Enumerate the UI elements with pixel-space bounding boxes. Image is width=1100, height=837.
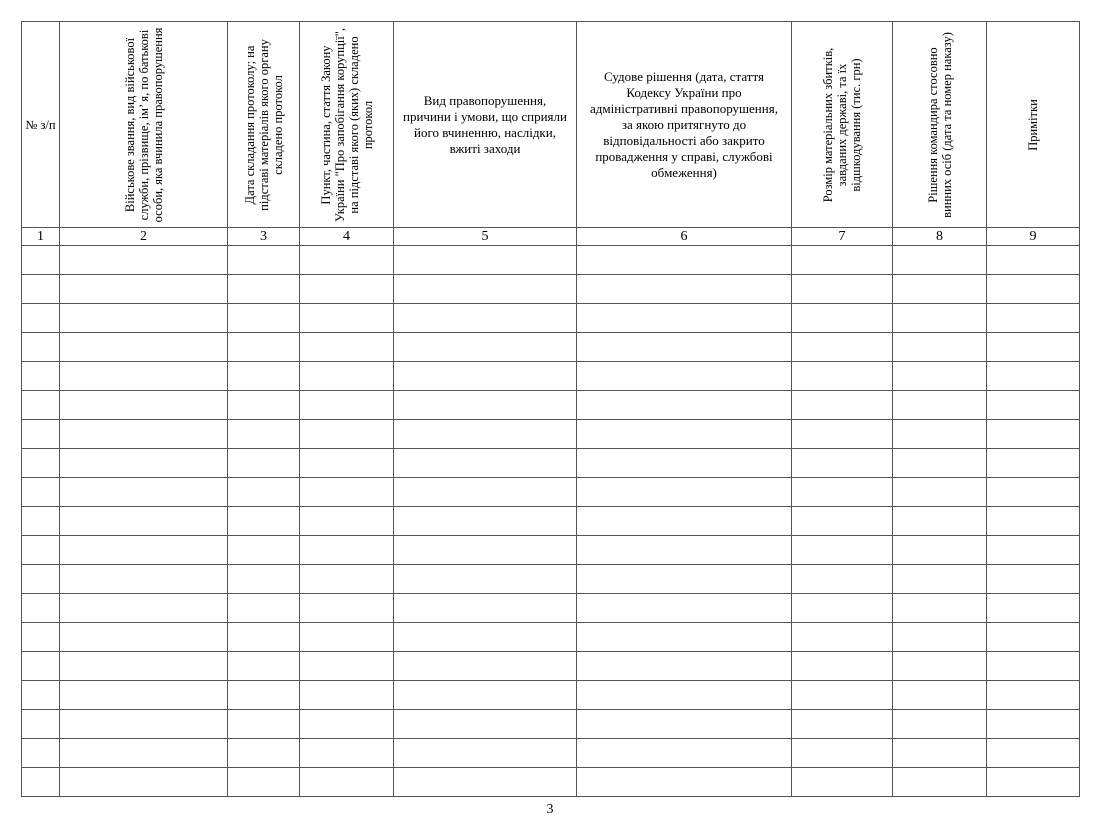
table-cell	[22, 652, 60, 681]
header-col-7	[792, 22, 893, 228]
table-row	[22, 710, 1080, 739]
offense-register-table	[21, 21, 1080, 797]
header-col-8	[893, 22, 987, 228]
table-cell	[394, 449, 577, 478]
table-cell	[22, 565, 60, 594]
table-cell	[394, 478, 577, 507]
table-cell	[228, 565, 300, 594]
table-cell	[228, 246, 300, 275]
table-cell	[60, 304, 228, 333]
table-cell	[228, 768, 300, 797]
column-number: 5	[394, 228, 577, 246]
table-cell	[22, 420, 60, 449]
table-cell	[893, 594, 987, 623]
header-col-2	[60, 22, 228, 228]
table-cell	[300, 391, 394, 420]
table-cell	[228, 420, 300, 449]
table-cell	[792, 391, 893, 420]
table-cell	[792, 594, 893, 623]
column-number: 4	[300, 228, 394, 246]
header-law-article: Пункт, частина, стаття Закону України "Про запобігання корупції", на підставі якого (яких) складено протокол	[318, 27, 375, 222]
table-cell	[792, 275, 893, 304]
table-cell	[893, 710, 987, 739]
table-cell	[394, 739, 577, 768]
table-cell	[792, 681, 893, 710]
table-cell	[577, 333, 792, 362]
table-cell	[394, 594, 577, 623]
table-cell	[394, 623, 577, 652]
table-cell	[893, 333, 987, 362]
table-cell	[577, 362, 792, 391]
table-cell	[792, 536, 893, 565]
table-row	[22, 362, 1080, 391]
column-number: 1	[22, 228, 60, 246]
column-number: 3	[228, 228, 300, 246]
table-cell	[394, 536, 577, 565]
table-cell	[792, 507, 893, 536]
table-row	[22, 304, 1080, 333]
table-cell	[577, 275, 792, 304]
table-cell	[60, 333, 228, 362]
table-row	[22, 623, 1080, 652]
table-cell	[893, 652, 987, 681]
table-cell	[987, 362, 1080, 391]
table-row	[22, 275, 1080, 304]
table-cell	[394, 333, 577, 362]
table-cell	[394, 507, 577, 536]
table-cell	[577, 652, 792, 681]
table-row	[22, 246, 1080, 275]
table-cell	[228, 478, 300, 507]
table-row	[22, 420, 1080, 449]
table-cell	[300, 362, 394, 391]
table-cell	[987, 652, 1080, 681]
table-cell	[792, 449, 893, 478]
table-cell	[792, 710, 893, 739]
table-cell	[228, 333, 300, 362]
column-number: 8	[893, 228, 987, 246]
table-cell	[228, 275, 300, 304]
table-cell	[987, 449, 1080, 478]
table-cell	[60, 681, 228, 710]
table-cell	[394, 710, 577, 739]
table-cell	[577, 478, 792, 507]
table-cell	[60, 536, 228, 565]
table-cell	[893, 275, 987, 304]
table-cell	[394, 681, 577, 710]
table-cell	[60, 246, 228, 275]
column-number: 9	[987, 228, 1080, 246]
table-cell	[987, 594, 1080, 623]
table-cell	[577, 681, 792, 710]
table-cell	[300, 739, 394, 768]
header-protocol-date: Дата складання протоколу; на підставі матеріалів якого органу складено протокол	[242, 38, 285, 211]
table-cell	[228, 652, 300, 681]
table-cell	[300, 478, 394, 507]
table-cell	[987, 768, 1080, 797]
header-court-decision: Судове рішення (дата, стаття Кодексу України про адміністративні правопорушення, за якою притягнуто до відповідальності або закрито провадження у справі, службові обмеження)	[590, 68, 778, 180]
table-cell	[60, 594, 228, 623]
table-cell	[792, 246, 893, 275]
header-col-5	[394, 22, 577, 228]
table-cell	[577, 449, 792, 478]
table-cell	[22, 594, 60, 623]
table-cell	[228, 623, 300, 652]
column-number: 7	[792, 228, 893, 246]
table-cell	[394, 652, 577, 681]
table-cell	[893, 536, 987, 565]
table-cell	[228, 507, 300, 536]
table-cell	[577, 768, 792, 797]
table-cell	[792, 478, 893, 507]
table-cell	[22, 681, 60, 710]
table-cell	[60, 275, 228, 304]
table-cell	[60, 478, 228, 507]
table-cell	[893, 739, 987, 768]
table-cell	[300, 710, 394, 739]
table-cell	[987, 739, 1080, 768]
table-cell	[792, 565, 893, 594]
table-cell	[60, 565, 228, 594]
table-row	[22, 565, 1080, 594]
table-cell	[22, 246, 60, 275]
table-cell	[893, 681, 987, 710]
table-cell	[394, 304, 577, 333]
column-number: 2	[60, 228, 228, 246]
table-cell	[228, 449, 300, 478]
table-cell	[60, 768, 228, 797]
table-cell	[300, 507, 394, 536]
table-cell	[893, 623, 987, 652]
table-cell	[893, 362, 987, 391]
table-cell	[394, 768, 577, 797]
table-cell	[577, 304, 792, 333]
table-cell	[987, 478, 1080, 507]
table-row	[22, 536, 1080, 565]
table-cell	[893, 391, 987, 420]
table-cell	[792, 739, 893, 768]
table-cell	[300, 768, 394, 797]
table-cell	[228, 304, 300, 333]
table-cell	[893, 565, 987, 594]
header-notes: Примітки	[1026, 98, 1040, 151]
table-cell	[22, 333, 60, 362]
table-cell	[22, 275, 60, 304]
column-number-row	[22, 228, 1080, 246]
table-cell	[300, 623, 394, 652]
header-col-1	[22, 22, 60, 228]
table-cell	[228, 391, 300, 420]
table-cell	[60, 710, 228, 739]
table-cell	[987, 681, 1080, 710]
table-cell	[577, 739, 792, 768]
table-cell	[22, 449, 60, 478]
table-cell	[60, 739, 228, 768]
header-col-4	[300, 22, 394, 228]
table-row	[22, 652, 1080, 681]
table-cell	[987, 536, 1080, 565]
table-cell	[893, 449, 987, 478]
table-cell	[577, 594, 792, 623]
table-cell	[300, 565, 394, 594]
table-cell	[22, 362, 60, 391]
table-cell	[60, 362, 228, 391]
table-row	[22, 594, 1080, 623]
table-cell	[987, 246, 1080, 275]
table-cell	[394, 420, 577, 449]
table-cell	[60, 507, 228, 536]
table-cell	[987, 507, 1080, 536]
table-body	[22, 246, 1080, 797]
header-row	[22, 22, 1080, 228]
header-col-9	[987, 22, 1080, 228]
table-cell	[893, 478, 987, 507]
header-col-3	[228, 22, 300, 228]
table-row	[22, 449, 1080, 478]
table-cell	[22, 478, 60, 507]
table-row	[22, 478, 1080, 507]
table-cell	[893, 420, 987, 449]
table-cell	[577, 507, 792, 536]
table-cell	[300, 652, 394, 681]
table-cell	[300, 594, 394, 623]
table-cell	[22, 304, 60, 333]
table-cell	[60, 391, 228, 420]
table-cell	[577, 565, 792, 594]
table-row	[22, 681, 1080, 710]
column-number: 6	[577, 228, 792, 246]
table-cell	[228, 536, 300, 565]
table-cell	[893, 304, 987, 333]
table-cell	[987, 565, 1080, 594]
table-cell	[987, 304, 1080, 333]
table-cell	[22, 710, 60, 739]
table-cell	[300, 536, 394, 565]
table-cell	[792, 362, 893, 391]
table-cell	[394, 246, 577, 275]
table-cell	[987, 420, 1080, 449]
table-row	[22, 391, 1080, 420]
table-cell	[987, 710, 1080, 739]
table-cell	[22, 623, 60, 652]
table-cell	[792, 623, 893, 652]
table-cell	[577, 246, 792, 275]
table-row	[22, 333, 1080, 362]
table-cell	[893, 768, 987, 797]
table-cell	[22, 507, 60, 536]
header-commander-decision: Рішення командира стосовно винних осіб (дата та номер наказу)	[925, 31, 954, 218]
table-cell	[228, 594, 300, 623]
table-cell	[300, 449, 394, 478]
header-damages: Розмір матеріальних збитків, завданих державі, та їх відшкодування (тис. грн)	[821, 47, 863, 202]
table-cell	[300, 275, 394, 304]
table-cell	[300, 681, 394, 710]
table-cell	[987, 275, 1080, 304]
table-cell	[60, 420, 228, 449]
page-number: 3	[546, 802, 554, 817]
header-offense-type: Вид правопорушення, причини і умови, що сприяли його вчиненню, наслідки, вжиті заходи	[403, 92, 567, 156]
table-cell	[792, 652, 893, 681]
table-row	[22, 768, 1080, 797]
table-cell	[228, 362, 300, 391]
table-cell	[300, 333, 394, 362]
table-cell	[22, 391, 60, 420]
table-cell	[792, 420, 893, 449]
table-cell	[228, 681, 300, 710]
table-cell	[792, 768, 893, 797]
table-cell	[987, 623, 1080, 652]
table-cell	[22, 536, 60, 565]
table-cell	[60, 623, 228, 652]
table-cell	[300, 420, 394, 449]
table-cell	[394, 565, 577, 594]
table-cell	[893, 246, 987, 275]
header-col-6	[577, 22, 792, 228]
table-cell	[577, 391, 792, 420]
header-offender-info: Військове звання, вид військової служби, прізвище, ім’ я, по батькові особи, яка вчинила правопорушення	[122, 27, 165, 222]
table-row	[22, 739, 1080, 768]
header-sequence-number: № з/п	[25, 117, 56, 132]
table-cell	[577, 536, 792, 565]
table-cell	[394, 362, 577, 391]
table-cell	[228, 739, 300, 768]
table-cell	[394, 275, 577, 304]
table-cell	[792, 304, 893, 333]
table-cell	[577, 420, 792, 449]
table-cell	[22, 739, 60, 768]
table-row	[22, 507, 1080, 536]
table-cell	[22, 768, 60, 797]
table-cell	[577, 623, 792, 652]
table-cell	[987, 391, 1080, 420]
table-cell	[60, 652, 228, 681]
table-cell	[792, 333, 893, 362]
table-cell	[987, 333, 1080, 362]
table-cell	[893, 507, 987, 536]
table-cell	[60, 449, 228, 478]
table-cell	[228, 710, 300, 739]
table-cell	[300, 246, 394, 275]
table-cell	[300, 304, 394, 333]
table-cell	[394, 391, 577, 420]
table-cell	[577, 710, 792, 739]
